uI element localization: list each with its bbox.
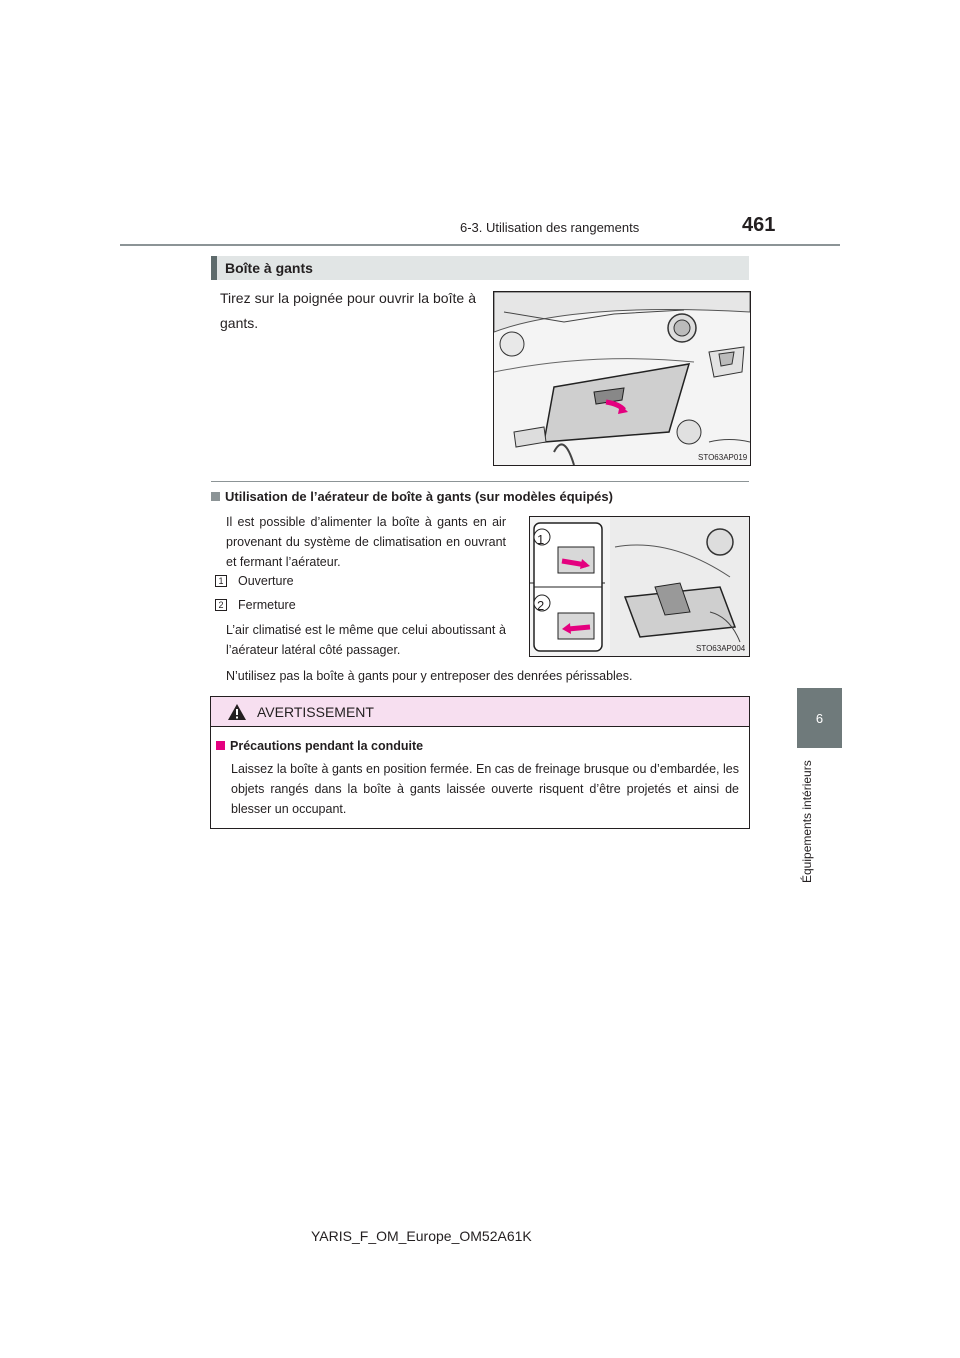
advice-paragraph: N’utilisez pas la boîte à gants pour y entreposer des denrées périssables.	[226, 669, 633, 683]
callout-2: 2	[537, 598, 545, 613]
vent-figure	[529, 516, 750, 657]
note-paragraph: L’air climatisé est le même que celui aboutissant à l’aérateur latéral côté passager.	[226, 623, 506, 657]
list-item-label: Fermeture	[238, 598, 296, 612]
chapter-label: Équipements intérieurs	[800, 760, 814, 883]
section-title: Boîte à gants	[211, 256, 749, 280]
warning-box	[210, 696, 750, 829]
glovebox-illustration	[494, 292, 750, 465]
callout-1: 1	[537, 532, 545, 547]
doc-code: YARIS_F_OM_Europe_OM52A61K	[311, 1228, 532, 1244]
list-item	[215, 574, 294, 588]
warning-heading	[216, 739, 423, 753]
running-header: 6-3. Utilisation des rangements	[460, 220, 640, 235]
figure-code: STO63AP019	[698, 453, 748, 462]
figure-code: STO63AP004	[696, 644, 746, 653]
glovebox-figure	[493, 291, 751, 466]
warning-title: AVERTISSEMENT	[257, 703, 374, 720]
number-badge: 2	[215, 599, 227, 611]
warning-header	[211, 697, 749, 727]
square-bullet-icon	[216, 741, 225, 750]
vent-illustration	[530, 517, 749, 656]
section-divider	[211, 481, 749, 482]
warning-heading-text: Précautions pendant la conduite	[230, 739, 424, 753]
intro-paragraph: Tirez sur la poignée pour ouvrir la boîte à gants.	[220, 290, 476, 331]
header-rule	[120, 244, 840, 246]
chapter-tab: 6	[797, 688, 842, 748]
list-item	[215, 598, 296, 612]
subsection-heading	[211, 489, 613, 504]
warning-text: Laissez la boîte à gants en position fermée. En cas de freinage brusque ou d’embardée, les objets rangés dans la boîte à gants laissée ouverte risquent d’être projetés et ainsi de blesser un occupant.	[231, 762, 739, 816]
square-bullet-icon	[211, 492, 220, 501]
warning-triangle-icon	[227, 703, 247, 721]
subsection-heading-text: Utilisation de l’aérateur de boîte à gants (sur modèles équipés)	[225, 489, 613, 504]
list-item-label: Ouverture	[238, 574, 294, 588]
subsection-paragraph: Il est possible d’alimenter la boîte à gants en air provenant du système de climatisation en ouvrant et fermant l’aérateur.	[226, 515, 506, 569]
number-badge: 1	[215, 575, 227, 587]
page-number: 461	[742, 214, 776, 236]
